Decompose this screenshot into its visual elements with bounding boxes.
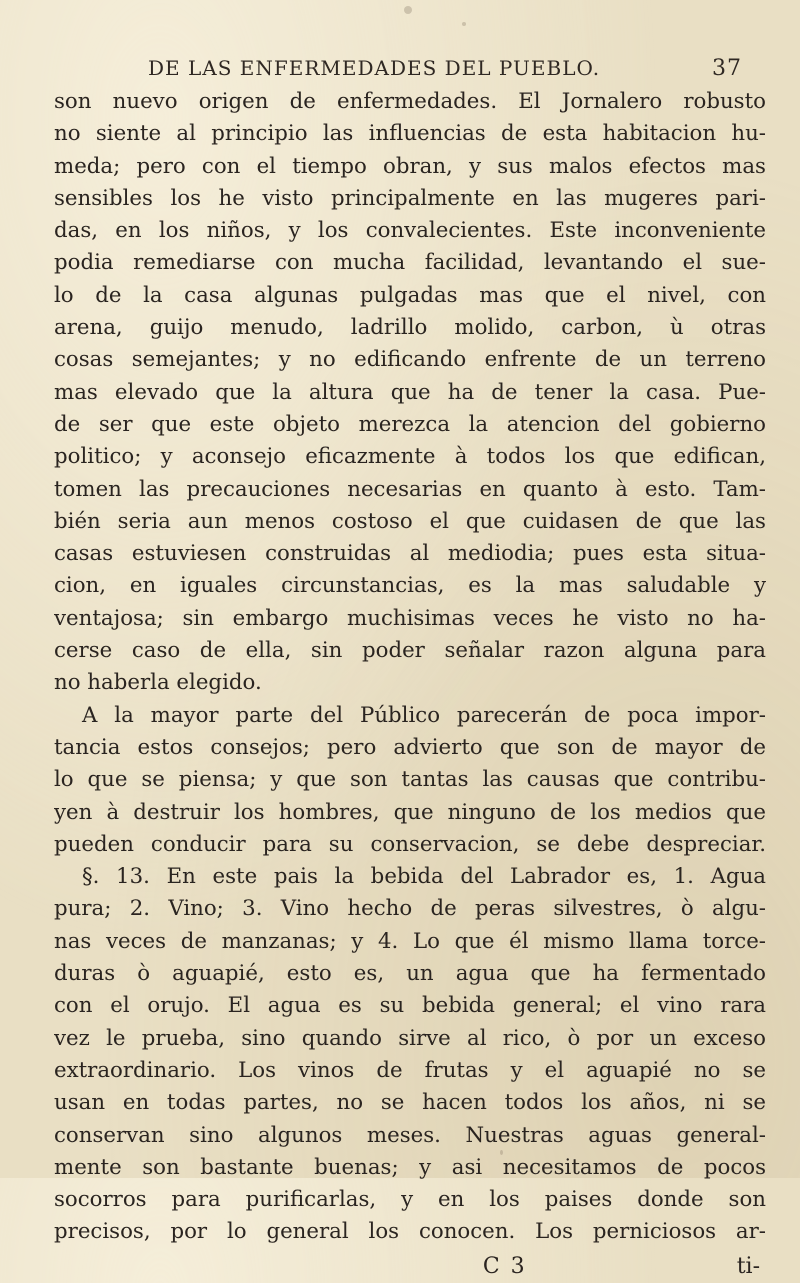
text-line: usan en todas partes, no se hacen todos los años, ni se xyxy=(54,1090,766,1116)
signature-mark: C 3 xyxy=(482,1253,527,1279)
text-line: no siente al principio las influencias de esta habitacion hu- xyxy=(54,121,766,147)
text-line: casas estuviesen construidas al mediodia; pues esta situa- xyxy=(54,541,766,567)
text-line: yen à destruir los hombres, que ninguno de los medios que xyxy=(54,799,766,825)
text-line: lo de la casa algunas pulgadas mas que el nivel, con xyxy=(54,282,766,308)
text-line: pueden conducir para su conservacion, se debe despreciar. xyxy=(54,831,766,857)
text-line: cerse caso de ella, sin poder señalar razon alguna para xyxy=(54,638,766,664)
catchword: ti- xyxy=(736,1253,760,1279)
text-line: das, en los niños, y los convalecientes. Este inconveniente xyxy=(54,218,766,244)
text-line: bién seria aun menos costoso el que cuidasen de que las xyxy=(54,508,766,534)
text-line: vez le prueba, sino quando sirve al rico, ò por un exceso xyxy=(54,1025,766,1051)
text-line: de ser que este objeto merezca la atencion del gobierno xyxy=(54,411,766,437)
text-line: tomen las precauciones necesarias en quanto à esto. Tam- xyxy=(54,476,766,502)
text-line: tancia estos consejos; pero advierto que son de mayor de xyxy=(54,734,766,760)
text-line: cion, en iguales circunstancias, es la mas saludable y xyxy=(54,573,766,599)
body-text xyxy=(54,86,766,1249)
paper-speck xyxy=(462,22,466,26)
page-number: 37 xyxy=(712,56,742,81)
text-line: meda; pero con el tiempo obran, y sus malos efectos mas xyxy=(54,153,766,179)
text-line: lo que se piensa; y que son tantas las causas que contribu- xyxy=(54,767,766,793)
paragraph-end-line: no haberla elegido. xyxy=(54,670,262,696)
text-line: extraordinario. Los vinos de frutas y el aguapié no se xyxy=(54,1057,766,1083)
text-line: duras ò aguapié, esto es, un agua que ha fermentado xyxy=(54,961,766,987)
text-line: mas elevado que la altura que ha de tener la casa. Pue- xyxy=(54,379,766,405)
text-line: son nuevo origen de enfermedades. El Jornalero robusto xyxy=(54,89,766,114)
text-line: politico; y aconsejo eficazmente à todos los que edifican, xyxy=(54,444,766,470)
paper-speck xyxy=(404,6,412,14)
text-line: con el orujo. El agua es su bebida general; el vino rara xyxy=(54,993,766,1019)
text-line: conservan sino algunos meses. Nuestras aguas general- xyxy=(54,1122,766,1148)
text-line: ventajosa; sin embargo muchisimas veces he visto no ha- xyxy=(54,605,766,631)
header-title: DE LAS ENFERMEDADES DEL PUEBLO. xyxy=(148,56,601,80)
section-start-line: §. 13. En este pais la bebida del Labrador es, 1. Agua xyxy=(82,864,766,890)
text-line: podia remediarse con mucha facilidad, levantando el sue- xyxy=(54,250,766,276)
text-line: nas veces de manzanas; y 4. Lo que él mismo llama torce- xyxy=(54,928,766,954)
text-line: precisos, por lo general los conocen. Los perniciosos ar- xyxy=(54,1219,766,1245)
text-line: cosas semejantes; y no edificando enfrente de un terreno xyxy=(54,347,766,373)
text-line: socorros para purificarlas, y en los paises donde son xyxy=(54,1187,766,1213)
paper-speck xyxy=(500,1150,503,1155)
paragraph-start-line: A la mayor parte del Público parecerán de poca impor- xyxy=(82,702,766,728)
text-line: mente son bastante buenas; y asi necesitamos de pocos xyxy=(54,1154,766,1180)
text-line: sensibles los he visto principalmente en las mugeres pari- xyxy=(54,185,766,211)
book-page xyxy=(54,56,766,1279)
text-line: pura; 2. Vino; 3. Vino hecho de peras silvestres, ò algu- xyxy=(54,896,766,922)
page-footer xyxy=(54,1251,766,1283)
text-line: arena, guijo menudo, ladrillo molido, carbon, ù otras xyxy=(54,315,766,341)
running-header xyxy=(54,56,766,86)
